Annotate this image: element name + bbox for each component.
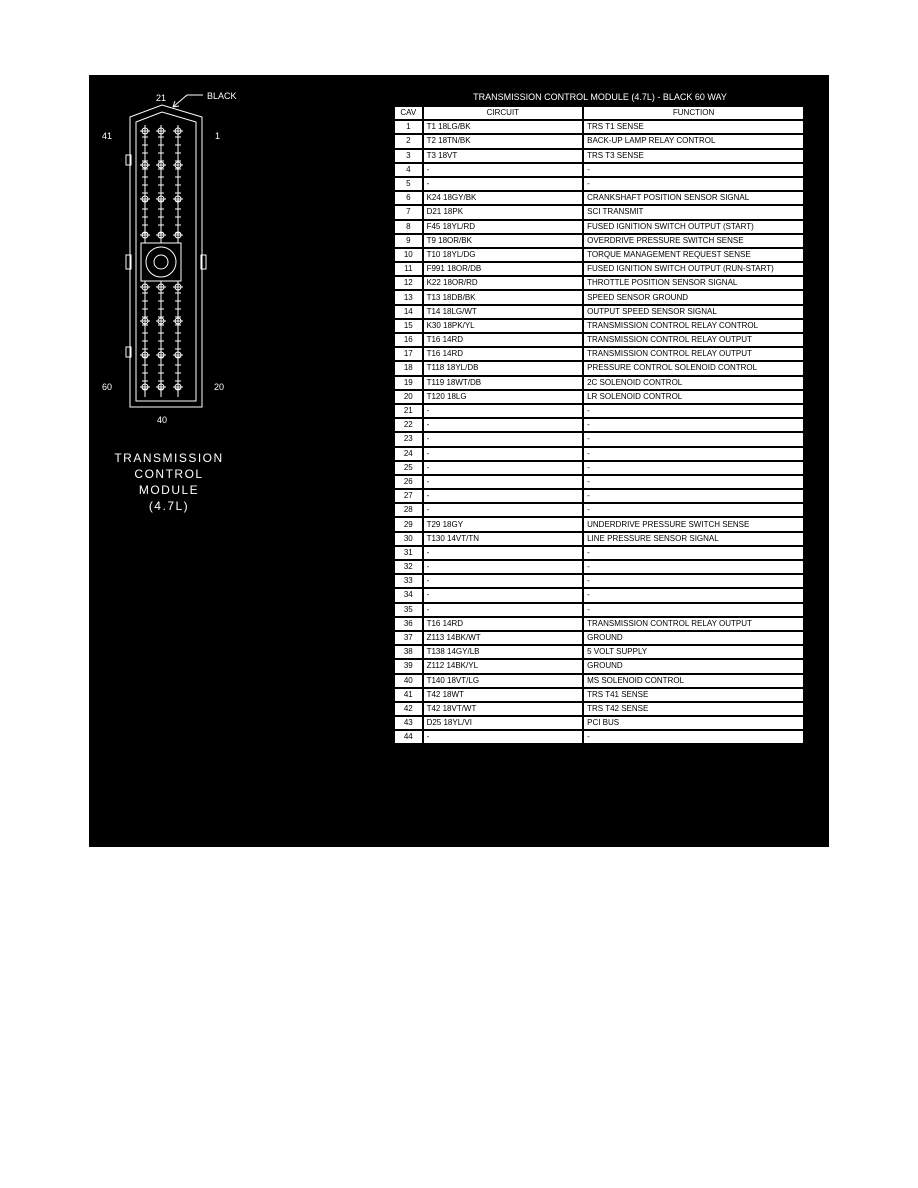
circuit-cell: F991 18OR/DB <box>424 263 583 275</box>
pinout-table <box>393 105 805 745</box>
circuit-cell: - <box>424 547 583 559</box>
table-row <box>395 589 803 601</box>
circuit-cell: T13 18DB/BK <box>424 291 583 303</box>
caption-line: MODULE <box>138 483 200 497</box>
table-row <box>395 490 803 502</box>
table-row <box>395 731 803 743</box>
table-row <box>395 377 803 389</box>
function-cell: OVERDRIVE PRESSURE SWITCH SENSE <box>584 235 803 247</box>
table-row <box>395 504 803 516</box>
circuit-cell: K22 18OR/RD <box>424 277 583 289</box>
circuit-cell: - <box>424 490 583 502</box>
function-cell: - <box>584 448 803 460</box>
cav-cell: 33 <box>395 575 422 587</box>
table-row <box>395 249 803 261</box>
table-row <box>395 675 803 687</box>
function-cell: SCI TRANSMIT <box>584 206 803 218</box>
cav-cell: 24 <box>395 448 422 460</box>
cav-cell: 38 <box>395 646 422 658</box>
circuit-cell: T16 14RD <box>424 334 583 346</box>
color-leader-line <box>173 95 203 107</box>
cav-cell: 41 <box>395 689 422 701</box>
cav-cell: 9 <box>395 235 422 247</box>
pin-label-bottom-left: 60 <box>102 382 113 392</box>
circuit-cell: Z113 14BK/WT <box>424 632 583 644</box>
header-cav: CAV <box>395 107 422 119</box>
cav-cell: 3 <box>395 150 422 162</box>
table-row <box>395 221 803 233</box>
circuit-cell: - <box>424 448 583 460</box>
circuit-cell: T16 14RD <box>424 348 583 360</box>
function-cell: - <box>584 433 803 445</box>
cav-cell: 21 <box>395 405 422 417</box>
circuit-cell: - <box>424 575 583 587</box>
cav-cell: 4 <box>395 164 422 176</box>
table-row <box>395 178 803 190</box>
table-row <box>395 348 803 360</box>
cav-cell: 10 <box>395 249 422 261</box>
function-cell: TRANSMISSION CONTROL RELAY OUTPUT <box>584 618 803 630</box>
cav-cell: 29 <box>395 518 422 530</box>
pinout-table-body <box>395 121 803 743</box>
circuit-cell: T120 18LG <box>424 391 583 403</box>
function-cell: TRS T3 SENSE <box>584 150 803 162</box>
circuit-cell: T119 18WT/DB <box>424 377 583 389</box>
function-cell: CRANKSHAFT POSITION SENSOR SIGNAL <box>584 192 803 204</box>
table-row <box>395 561 803 573</box>
function-cell: - <box>584 462 803 474</box>
circuit-cell: - <box>424 433 583 445</box>
cav-cell: 12 <box>395 277 422 289</box>
circuit-cell: - <box>424 164 583 176</box>
cav-cell: 36 <box>395 618 422 630</box>
pin-label-bottom: 40 <box>157 415 168 425</box>
table-row <box>395 206 803 218</box>
circuit-cell: - <box>424 604 583 616</box>
connector-drawing <box>89 75 389 435</box>
diagram-panel <box>89 75 829 847</box>
table-header-row <box>395 107 803 119</box>
circuit-cell: T10 18YL/DG <box>424 249 583 261</box>
circuit-cell: T42 18WT <box>424 689 583 701</box>
header-circuit: CIRCUIT <box>424 107 583 119</box>
function-cell: THROTTLE POSITION SENSOR SIGNAL <box>584 277 803 289</box>
cav-cell: 23 <box>395 433 422 445</box>
cav-cell: 14 <box>395 306 422 318</box>
circuit-cell: T138 14GY/LB <box>424 646 583 658</box>
caption-line: TRANSMISSION <box>114 451 224 465</box>
cav-cell: 27 <box>395 490 422 502</box>
function-cell: TRS T1 SENSE <box>584 121 803 133</box>
table-row <box>395 150 803 162</box>
function-cell: LINE PRESSURE SENSOR SIGNAL <box>584 533 803 545</box>
cav-cell: 26 <box>395 476 422 488</box>
circuit-cell: T118 18YL/DB <box>424 362 583 374</box>
circuit-cell: - <box>424 462 583 474</box>
function-cell: - <box>584 589 803 601</box>
caption-line: CONTROL <box>134 467 204 481</box>
circuit-cell: - <box>424 476 583 488</box>
table-row <box>395 320 803 332</box>
table-row <box>395 518 803 530</box>
table-row <box>395 703 803 715</box>
circuit-cell: T42 18VT/WT <box>424 703 583 715</box>
table-row <box>395 632 803 644</box>
function-cell: OUTPUT SPEED SENSOR SIGNAL <box>584 306 803 318</box>
circuit-cell: K30 18PK/YL <box>424 320 583 332</box>
pin-label-bottom-right: 20 <box>214 382 225 392</box>
table-title: TRANSMISSION CONTROL MODULE (4.7L) - BLACK 60 WAY <box>473 92 727 102</box>
function-cell: - <box>584 419 803 431</box>
center-hole <box>154 255 168 269</box>
table-row <box>395 462 803 474</box>
cav-cell: 43 <box>395 717 422 729</box>
circuit-cell: K24 18GY/BK <box>424 192 583 204</box>
function-cell: TRS T42 SENSE <box>584 703 803 715</box>
circuit-cell: T2 18TN/BK <box>424 135 583 147</box>
circuit-cell: T14 18LG/WT <box>424 306 583 318</box>
table-row <box>395 235 803 247</box>
cav-cell: 31 <box>395 547 422 559</box>
circuit-cell: T9 18OR/BK <box>424 235 583 247</box>
center-boss <box>146 247 176 277</box>
table-row <box>395 660 803 672</box>
table-row <box>395 433 803 445</box>
circuit-cell: - <box>424 178 583 190</box>
cav-cell: 37 <box>395 632 422 644</box>
table-row <box>395 604 803 616</box>
function-cell: - <box>584 405 803 417</box>
table-row <box>395 164 803 176</box>
function-cell: - <box>584 604 803 616</box>
function-cell: PRESSURE CONTROL SOLENOID CONTROL <box>584 362 803 374</box>
table-row <box>395 448 803 460</box>
function-cell: SPEED SENSOR GROUND <box>584 291 803 303</box>
cav-cell: 25 <box>395 462 422 474</box>
function-cell: TRANSMISSION CONTROL RELAY OUTPUT <box>584 348 803 360</box>
module-caption <box>99 450 239 514</box>
circuit-cell: - <box>424 504 583 516</box>
circuit-cell: - <box>424 589 583 601</box>
cav-cell: 16 <box>395 334 422 346</box>
table-row <box>395 547 803 559</box>
caption-line: (4.7L) <box>148 499 190 513</box>
table-row <box>395 618 803 630</box>
cav-cell: 11 <box>395 263 422 275</box>
cav-cell: 34 <box>395 589 422 601</box>
function-cell: GROUND <box>584 632 803 644</box>
table-row <box>395 306 803 318</box>
function-cell: TRS T41 SENSE <box>584 689 803 701</box>
table-row <box>395 334 803 346</box>
function-cell: LR SOLENOID CONTROL <box>584 391 803 403</box>
circuit-cell: T16 14RD <box>424 618 583 630</box>
header-function: FUNCTION <box>584 107 803 119</box>
circuit-cell: - <box>424 731 583 743</box>
function-cell: - <box>584 504 803 516</box>
function-cell: - <box>584 731 803 743</box>
table-row <box>395 135 803 147</box>
function-cell: - <box>584 575 803 587</box>
center-boss-frame <box>141 243 181 281</box>
function-cell: TORQUE MANAGEMENT REQUEST SENSE <box>584 249 803 261</box>
cav-cell: 30 <box>395 533 422 545</box>
cav-cell: 18 <box>395 362 422 374</box>
connector-color-label: BLACK <box>207 91 237 101</box>
table-row <box>395 263 803 275</box>
function-cell: FUSED IGNITION SWITCH OUTPUT (START) <box>584 221 803 233</box>
circuit-cell: T1 18LG/BK <box>424 121 583 133</box>
pin-label-top: 21 <box>156 93 167 103</box>
pin-label-top-left: 41 <box>102 131 113 141</box>
circuit-cell: T140 18VT/LG <box>424 675 583 687</box>
cav-cell: 28 <box>395 504 422 516</box>
function-cell: TRANSMISSION CONTROL RELAY CONTROL <box>584 320 803 332</box>
function-cell: BACK-UP LAMP RELAY CONTROL <box>584 135 803 147</box>
cav-cell: 5 <box>395 178 422 190</box>
cav-cell: 44 <box>395 731 422 743</box>
cav-cell: 35 <box>395 604 422 616</box>
table-row <box>395 689 803 701</box>
function-cell: 5 VOLT SUPPLY <box>584 646 803 658</box>
circuit-cell: D25 18YL/VI <box>424 717 583 729</box>
function-cell: - <box>584 490 803 502</box>
cav-cell: 13 <box>395 291 422 303</box>
function-cell: - <box>584 164 803 176</box>
table-row <box>395 575 803 587</box>
function-cell: PCI BUS <box>584 717 803 729</box>
table-row <box>395 391 803 403</box>
table-row <box>395 405 803 417</box>
cav-cell: 1 <box>395 121 422 133</box>
table-row <box>395 717 803 729</box>
function-cell: UNDERDRIVE PRESSURE SWITCH SENSE <box>584 518 803 530</box>
cav-cell: 7 <box>395 206 422 218</box>
table-row <box>395 121 803 133</box>
table-row <box>395 291 803 303</box>
cav-cell: 8 <box>395 221 422 233</box>
cav-cell: 19 <box>395 377 422 389</box>
cav-cell: 39 <box>395 660 422 672</box>
function-cell: - <box>584 476 803 488</box>
circuit-cell: Z112 14BK/YL <box>424 660 583 672</box>
circuit-cell: - <box>424 561 583 573</box>
circuit-cell: - <box>424 405 583 417</box>
table-row <box>395 277 803 289</box>
circuit-cell: T130 14VT/TN <box>424 533 583 545</box>
cav-cell: 2 <box>395 135 422 147</box>
circuit-cell: F45 18YL/RD <box>424 221 583 233</box>
function-cell: FUSED IGNITION SWITCH OUTPUT (RUN-START) <box>584 263 803 275</box>
circuit-cell: D21 18PK <box>424 206 583 218</box>
cav-cell: 32 <box>395 561 422 573</box>
table-row <box>395 419 803 431</box>
function-cell: TRANSMISSION CONTROL RELAY OUTPUT <box>584 334 803 346</box>
function-cell: 2C SOLENOID CONTROL <box>584 377 803 389</box>
table-row <box>395 362 803 374</box>
circuit-cell: - <box>424 419 583 431</box>
circuit-cell: T29 18GY <box>424 518 583 530</box>
function-cell: - <box>584 547 803 559</box>
cav-cell: 40 <box>395 675 422 687</box>
function-cell: MS SOLENOID CONTROL <box>584 675 803 687</box>
table-row <box>395 192 803 204</box>
function-cell: GROUND <box>584 660 803 672</box>
cav-cell: 15 <box>395 320 422 332</box>
pin-label-top-right: 1 <box>215 131 221 141</box>
cav-cell: 6 <box>395 192 422 204</box>
function-cell: - <box>584 178 803 190</box>
table-row <box>395 476 803 488</box>
table-row <box>395 646 803 658</box>
cav-cell: 20 <box>395 391 422 403</box>
table-row <box>395 533 803 545</box>
function-cell: - <box>584 561 803 573</box>
cav-cell: 17 <box>395 348 422 360</box>
circuit-cell: T3 18VT <box>424 150 583 162</box>
cav-cell: 22 <box>395 419 422 431</box>
cav-cell: 42 <box>395 703 422 715</box>
